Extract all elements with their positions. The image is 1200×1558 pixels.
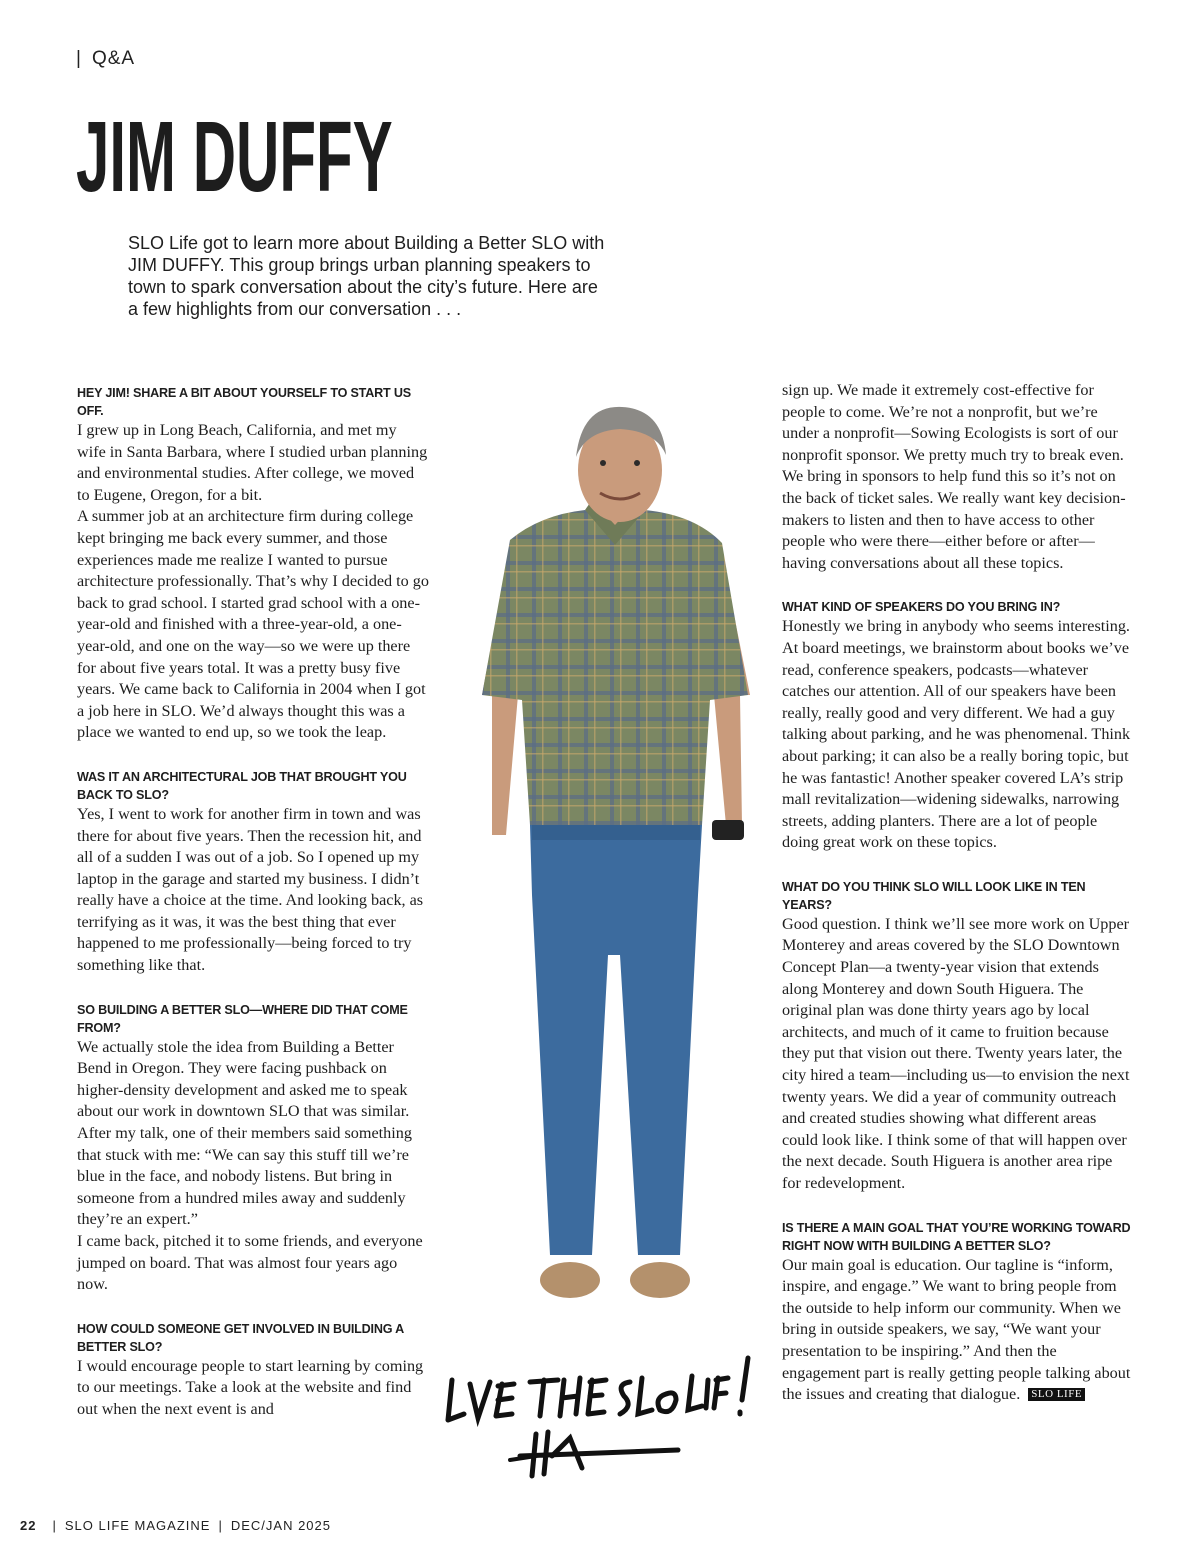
answer-3-paragraph-1: We actually stole the idea from Building a Better Bend in Oregon. They were facing pushback on higher-density development and asked me to speak about our work in downtown SLO that was similar. After my talk, one of their members said something that stuck with me: “We can say this stuff till we’re blue in the face, and nobody listens. But bring in someone from a hundred miles away and suddenly they’re an expert.” [77,1037,412,1229]
answer-6: Good question. I think we’ll see more work on Upper Monterey and areas covered by the SLO Downtown Concept Plan—a twenty-year vision that extends along Monterey and down South Higuera. The original plan was done thirty years ago by local architects, and much of it came to fruition because they put that vision out there. Twenty years later, the city hired a team—including us—to envision the next twenty years. We did a year of community outreach and created studies showing what different areas could look like. I think some of that will happen over the next decade. South Higuera is another area ripe for redevelopment. [782,914,1130,1192]
right-column [782,380,1132,1406]
question-1: HEY JIM! SHARE A BIT ABOUT YOURSELF TO START US OFF. [77,386,411,418]
question-2: WAS IT AN ARCHITECTURAL JOB THAT BROUGHT YOU BACK TO SLO? [77,769,407,802]
answer-4-continued: sign up. We made it extremely cost-effective for people to come. We’re not a nonprofit, but we’re under a nonprofit—Sowing Ecologists is sort of our nonprofit sponsor. We pretty much try to break even. We bring in sponsors to help fund this so it’s not on the back of ticket sales. We really want key decision-makers to listen and then to have access to other people who were there—either before or after—having conversations about all these topics. [782,381,1126,572]
section-label: Q&A [91,48,136,69]
issue-date: DEC/JAN 2025 [230,1518,331,1533]
answer-3-paragraph-2: I came back, pitched it to some friends, and everyone jumped on board. That was almost four years ago now. [77,1232,423,1294]
answer-1-paragraph-2: A summer job at an architecture firm during college kept bringing me back every summer, and those experiences made me realize I wanted to pursue architecture professionally. That’s why I decided to go back to grad school. I started grad school with a one-year-old and finished with a three-year-old, a one-year-old, and one on the way—so we were up there for about five years total. It was a pretty busy five years. We came back to California in 2004 when I got a job here in SLO. We’d always thought this was a place we wanted to end up, so we took the leap. [77,507,429,742]
handwritten-signature [440,1340,760,1480]
answer-5: Honestly we bring in anybody who seems interesting. At board meetings, we brainstorm about books we’ve read, conference speakers, podcasts—whatever catches our attention. All of our speakers have been really, really good and very different. We had a guy talking about parking, and he was phenomenal. Think about parking; it can also be a really boring topic, but he was fantastic! Another speaker covered LA’s strip mall revitalization—widening sidewalks, narrowing streets, adding planters. There are a lot of people doing great work on these topics. [782,617,1131,852]
question-6: WHAT DO YOU THINK SLO WILL LOOK LIKE IN TEN YEARS? [782,879,1086,912]
question-4: HOW COULD SOMEONE GET INVOLVED IN BUILDING A BETTER SLO? [77,1321,404,1354]
intro-paragraph: SLO Life got to learn more about Building a Better SLO with JIM DUFFY. This group brings urban planning speakers to town to spark conversation about the city’s future. Here are a few highlights from our conversation . . . [128,233,605,319]
end-mark-logo: SLO LIFE [1028,1388,1085,1401]
page-number: 22 [20,1518,37,1533]
answer-4: I would encourage people to start learning by coming to our meetings. Take a look at the website and find out when the next event is and [77,1356,424,1418]
answer-7-text: Our main goal is education. Our tagline is “inform, inspire, and engage.” We want to bring people from the outside to help inform our community. When we bring in outside speakers, we say, “We want your presentation to be inspiring.” And then the engagement part is really getting people talking about the issues and creating that dialogue. [782,1255,1131,1404]
page-title: JIM DUFFY [76,101,393,213]
portrait-photo [470,395,760,1325]
answer-2: Yes, I went to work for another firm in town and was there for about five years. Then the recession hit, and all of a sudden I was out of a job. So I opened up my laptop in the garage and started my business. I didn’t really have a choice at the time. And looking back, as terrifying as it was, it was the best thing that ever happened to me professionally—being forced to try something like that. [77,804,424,975]
magazine-name: SLO LIFE MAGAZINE [64,1518,211,1533]
section-tag: | Q&A [76,48,136,69]
answer-7 [782,1255,1132,1406]
question-3: SO BUILDING A BETTER SLO—WHERE DID THAT COME FROM? [77,1002,408,1035]
answer-1-paragraph-1: I grew up in Long Beach, California, and met my wife in Santa Barbara, where I studied urban planning and environmental studies. After college, we moved to Eugene, Oregon, for a bit. [77,421,428,504]
left-column [77,380,429,1421]
question-7: IS THERE A MAIN GOAL THAT YOU’RE WORKING TOWARD RIGHT NOW WITH BUILDING A BETTER SLO? [782,1220,1131,1253]
page-footer: 22 | SLO LIFE MAGAZINE | DEC/JAN 2025 [20,1518,331,1533]
question-5: WHAT KIND OF SPEAKERS DO YOU BRING IN? [782,600,1061,615]
